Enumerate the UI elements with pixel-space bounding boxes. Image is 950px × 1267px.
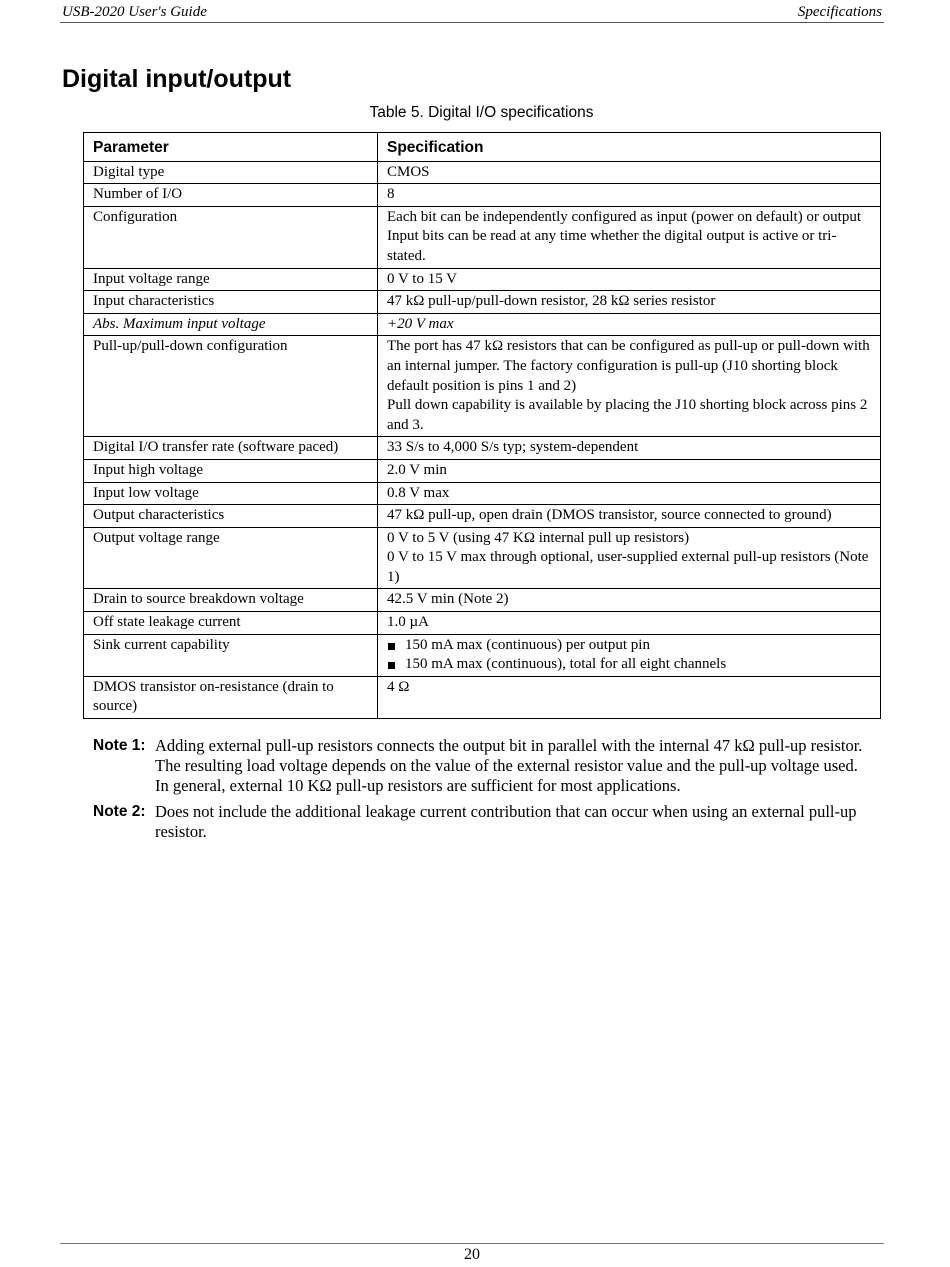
- section-title: Digital input/output: [62, 65, 292, 93]
- table-notes: [93, 736, 873, 848]
- table-row: [84, 161, 881, 184]
- spec-text: 8: [387, 186, 395, 203]
- spec-text: 33 S/s to 4,000 S/s typ; system-dependent: [387, 439, 639, 456]
- spec-cell: [378, 184, 881, 207]
- table-row: [84, 206, 881, 268]
- table-row: [84, 291, 881, 314]
- column-header-specification: Specification: [378, 133, 881, 162]
- spec-text: 47 kΩ pull-up/pull-down resistor, 28 kΩ series resistor: [387, 293, 716, 310]
- parameter-cell: Input low voltage: [84, 482, 378, 505]
- spec-text: CMOS: [387, 163, 430, 180]
- note-label: Note 1:: [93, 737, 146, 754]
- table-row: [84, 336, 881, 437]
- spec-text: 47 kΩ pull-up, open drain (DMOS transistor, source connected to ground): [387, 507, 832, 524]
- note-text: Adding external pull-up resistors connects the output bit in parallel with the internal 47 kΩ pull-up resistor. The resulting load voltage depends on the value of the external resistor value and the pull-up voltage used. In general, external 10 KΩ pull-up resistors are sufficient for most applications.: [155, 736, 863, 795]
- parameter-cell: Number of I/O: [84, 184, 378, 207]
- spec-cell: [378, 589, 881, 612]
- spec-text: 0 V to 15 V: [387, 270, 458, 287]
- spec-cell: [378, 527, 881, 589]
- spec-text: Pull down capability is available by placing the J10 shorting block across pins 2 and 3.: [387, 397, 868, 433]
- spec-cell: [378, 336, 881, 437]
- spec-cell: [378, 612, 881, 635]
- spec-text: 42.5 V min (Note 2): [387, 591, 509, 608]
- parameter-cell: Input high voltage: [84, 459, 378, 482]
- parameter-cell: Configuration: [84, 206, 378, 268]
- table-caption: Table 5. Digital I/O specifications: [369, 104, 594, 121]
- table-row: [84, 184, 881, 207]
- spec-text: Each bit can be independently configured as input (power on default) or output: [387, 208, 862, 225]
- table-row: [84, 482, 881, 505]
- page-header: [60, 2, 884, 23]
- spec-cell: [378, 291, 881, 314]
- header-doc-title: USB-2020 User's Guide: [62, 4, 207, 20]
- parameter-cell: Output characteristics: [84, 505, 378, 528]
- spec-text: 2.0 V min: [387, 461, 447, 478]
- spec-cell: [378, 313, 881, 336]
- bullet-item: 150 mA max (continuous) per output pin: [387, 636, 872, 656]
- spec-cell: [378, 482, 881, 505]
- spec-cell: [378, 161, 881, 184]
- parameter-cell: Sink current capability: [84, 634, 378, 676]
- table-row: [84, 268, 881, 291]
- table-header-row: [84, 133, 881, 162]
- parameter-cell: Drain to source breakdown voltage: [84, 589, 378, 612]
- parameter-cell: Input characteristics: [84, 291, 378, 314]
- spec-text: 0 V to 5 V (using 47 KΩ internal pull up resistors): [387, 529, 690, 546]
- page-number: 20: [464, 1246, 480, 1263]
- parameter-cell: Pull-up/pull-down configuration: [84, 336, 378, 437]
- bullet-item: 150 mA max (continuous), total for all eight channels: [387, 655, 872, 675]
- spec-text: Input bits can be read at any time whether the digital output is active or tri-stated.: [387, 228, 837, 264]
- parameter-cell: Digital I/O transfer rate (software paced): [84, 437, 378, 460]
- spec-cell: [378, 634, 881, 676]
- table-row: [84, 437, 881, 460]
- note-text: Does not include the additional leakage current contribution that can occur when using an external pull-up resistor.: [155, 802, 857, 841]
- spec-text: 0 V to 15 V max through optional, user-supplied external pull-up resistors (Note 1): [387, 549, 869, 585]
- note-2: [93, 802, 873, 842]
- parameter-cell: Digital type: [84, 161, 378, 184]
- table-row: [84, 589, 881, 612]
- spec-cell: [378, 437, 881, 460]
- spec-text: +20 V max: [387, 315, 454, 332]
- spec-cell: [378, 459, 881, 482]
- bullet-list: [387, 636, 872, 675]
- column-header-parameter: Parameter: [84, 133, 378, 162]
- parameter-cell: Output voltage range: [84, 527, 378, 589]
- parameter-cell: Abs. Maximum input voltage: [84, 313, 378, 336]
- spec-text: The port has 47 kΩ resistors that can be configured as pull-up or pull-down with an internal jumper. The factory configuration is pull-up (J10 shorting block default position is pins 1 and 2): [387, 338, 870, 394]
- spec-text: 0.8 V max: [387, 484, 450, 501]
- spec-cell: [378, 505, 881, 528]
- parameter-cell: Off state leakage current: [84, 612, 378, 635]
- table-row: [84, 505, 881, 528]
- table-row: [84, 612, 881, 635]
- header-section-name: Specifications: [797, 4, 882, 20]
- digital-io-spec-table: [83, 132, 881, 719]
- parameter-cell: Input voltage range: [84, 268, 378, 291]
- page-footer: [60, 1243, 884, 1266]
- table-row: [84, 676, 881, 718]
- table-row: [84, 527, 881, 589]
- note-1: [93, 736, 873, 796]
- parameter-cell: DMOS transistor on-resistance (drain to source): [84, 676, 378, 718]
- spec-cell: [378, 268, 881, 291]
- table-row: [84, 313, 881, 336]
- spec-cell: [378, 676, 881, 718]
- spec-text: 4 Ω: [387, 678, 410, 695]
- spec-text: 1.0 µA: [387, 614, 429, 631]
- table-row: [84, 634, 881, 676]
- table-row: [84, 459, 881, 482]
- note-label: Note 2:: [93, 803, 146, 820]
- spec-cell: [378, 206, 881, 268]
